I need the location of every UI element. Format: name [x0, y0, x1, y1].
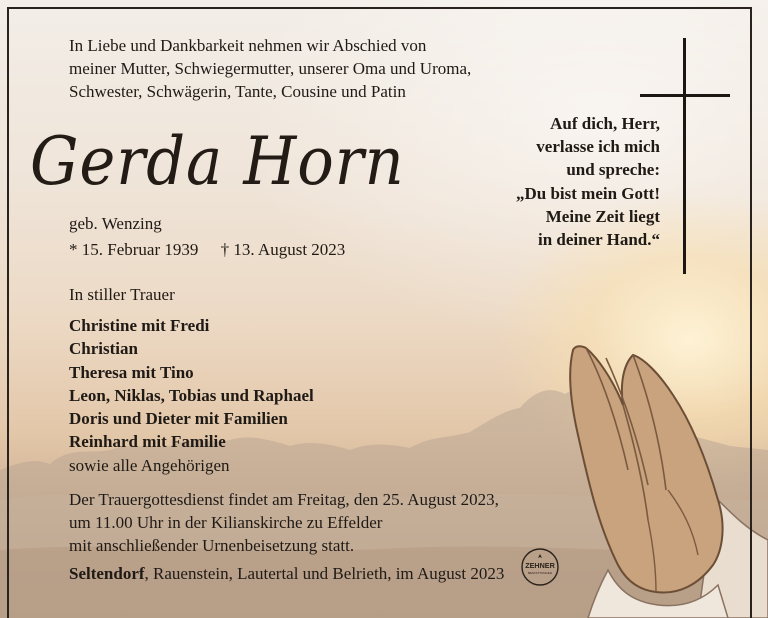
mourner-name: Theresa mit Tino	[69, 362, 194, 382]
intro-text	[69, 34, 529, 103]
service-line: um 11.00 Uhr in der Kilianskirche zu Effelder	[69, 513, 383, 532]
logo-name: ZEHNER	[525, 561, 555, 570]
footer-place: Seltendorf	[69, 564, 145, 583]
praying-hands-icon	[548, 340, 768, 618]
birth-name: geb. Wenzing	[69, 214, 162, 233]
mourner-name: Doris und Dieter mit Familien	[69, 409, 288, 429]
quote-line: in deiner Hand.“	[537, 230, 660, 250]
logo-subtitle: BESTATTUNGEN	[528, 571, 552, 575]
intro-line: meiner Mutter, Schwiegermutter, unserer Oma und Uroma,	[69, 59, 472, 78]
footer-place-date	[69, 564, 504, 584]
quote-line: und spreche:	[566, 160, 660, 180]
mourner-name: Reinhard mit Familie	[69, 432, 226, 452]
deceased-name: Gerda Horn	[30, 123, 405, 200]
service-line: mit anschließender Urnenbeisetzung statt.	[69, 536, 355, 555]
death-date: † 13. August 2023	[220, 240, 346, 259]
intro-line: Schwester, Schwägerin, Tante, Cousine und Patin	[69, 82, 406, 101]
mourning-label: In stiller Trauer	[69, 285, 175, 304]
service-line: Der Trauergottesdienst findet am Freitag, den 25. August 2023,	[69, 490, 499, 509]
mourner-name: Christian	[69, 339, 138, 359]
mourners-list	[69, 314, 314, 477]
quote-line: „Du bist mein Gott!	[515, 183, 660, 203]
quote-line: verlasse ich mich	[536, 137, 660, 157]
cross-icon	[640, 38, 730, 274]
mourner-name: Leon, Niklas, Tobias und Raphael	[69, 385, 314, 405]
life-dates	[69, 240, 345, 260]
footer-rest: , Rauenstein, Lautertal und Belrieth, im August 2023	[144, 564, 505, 583]
quote-line: Auf dich, Herr,	[550, 114, 660, 133]
mourner-name: Christine mit Fredi	[69, 316, 210, 335]
intro-line: In Liebe und Dankbarkeit nehmen wir Abschied von	[69, 36, 427, 55]
service-info	[69, 488, 499, 557]
bible-quote	[480, 112, 660, 251]
other-relatives: sowie alle Angehörigen	[69, 455, 230, 475]
birth-date: * 15. Februar 1939	[69, 240, 199, 259]
quote-line: Meine Zeit liegt	[545, 206, 660, 226]
